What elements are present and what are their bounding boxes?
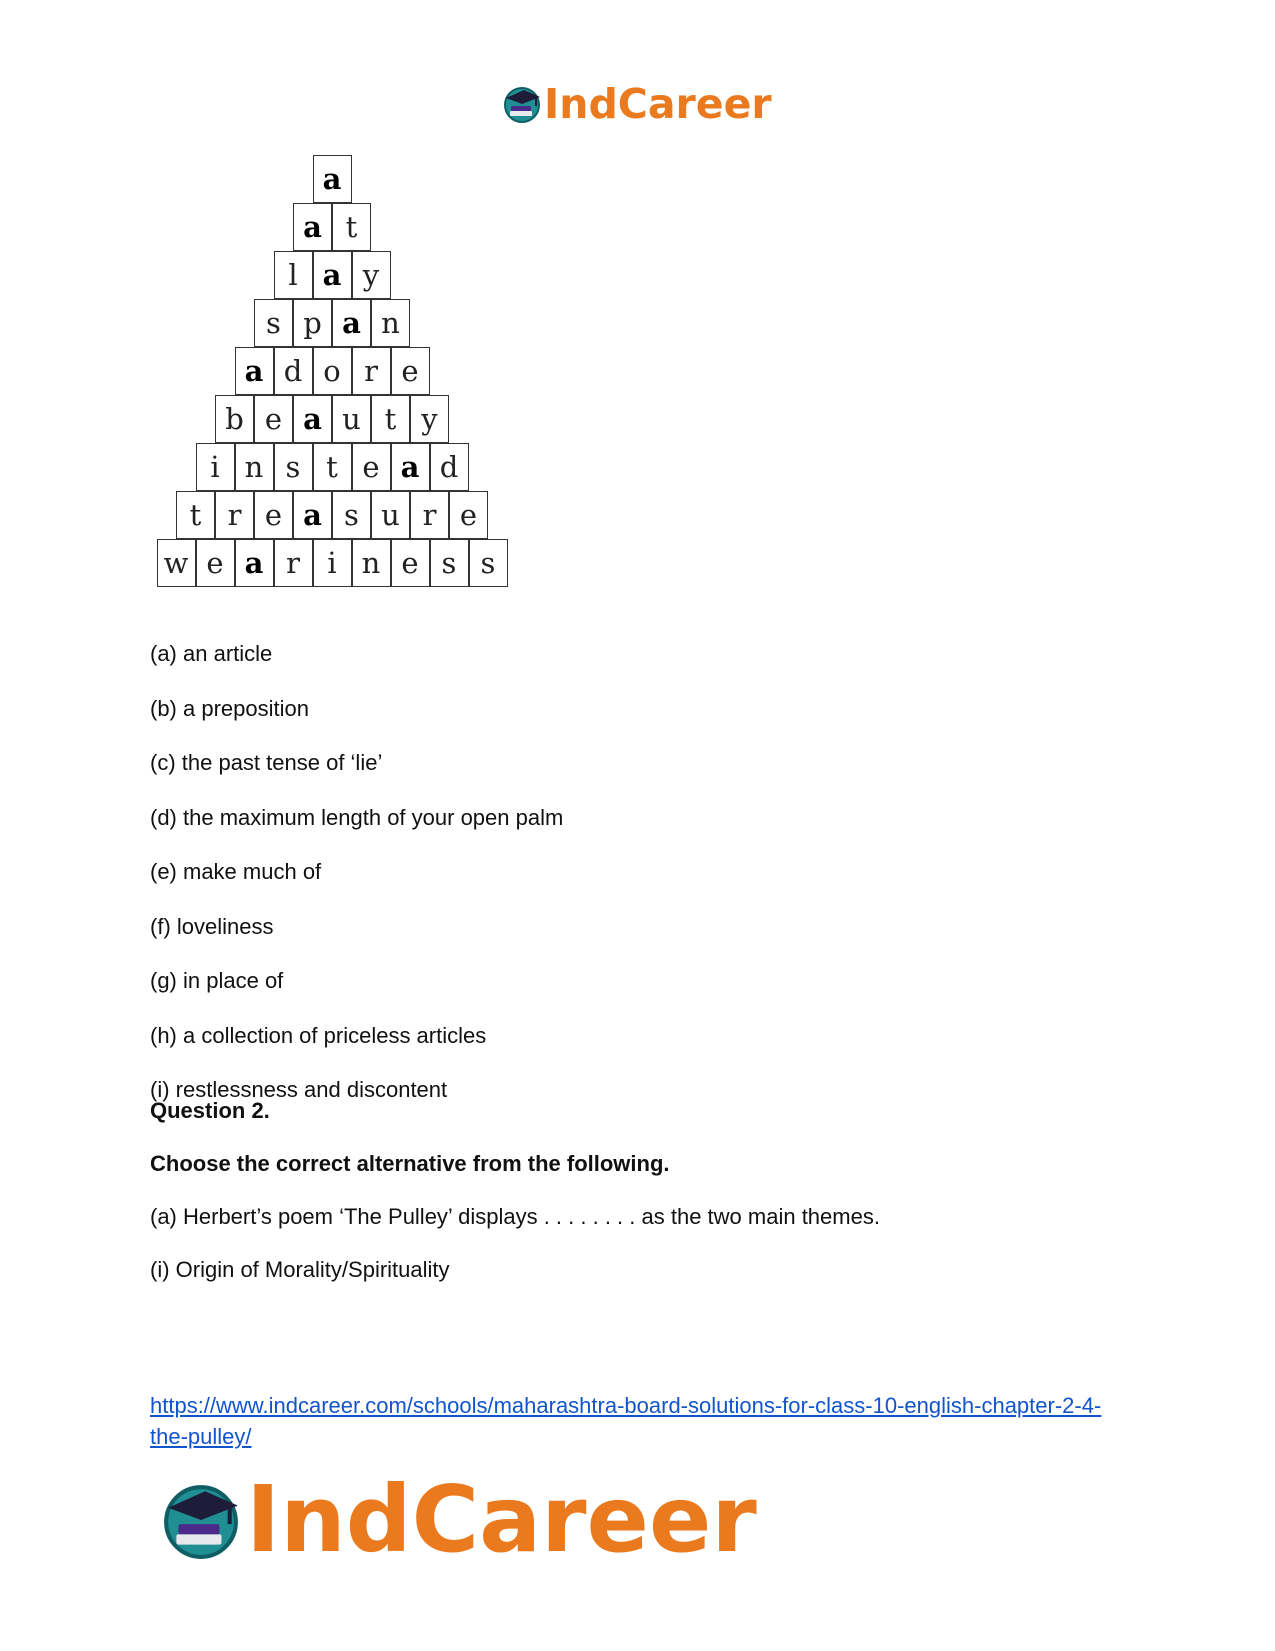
puzzle-cell: s: [254, 299, 293, 347]
puzzle-cell: u: [332, 395, 371, 443]
puzzle-cell: n: [235, 443, 274, 491]
clue-item: (f) loveliness: [150, 914, 274, 939]
brand-name: IndCareer: [246, 1466, 757, 1573]
puzzle-cell: r: [215, 491, 254, 539]
brand-name: IndCareer: [544, 80, 772, 128]
puzzle-cell: s: [469, 539, 508, 587]
puzzle-cell: n: [352, 539, 391, 587]
puzzle-cell: t: [313, 443, 352, 491]
puzzle-cell: s: [430, 539, 469, 587]
puzzle-cell: e: [352, 443, 391, 491]
puzzle-cell: y: [352, 251, 391, 299]
graduation-cap-globe-icon: [502, 84, 542, 124]
puzzle-cell: e: [254, 395, 293, 443]
puzzle-cell: e: [254, 491, 293, 539]
puzzle-cell: p: [293, 299, 332, 347]
puzzle-cell: e: [391, 347, 430, 395]
clue-item: (d) the maximum length of your open palm: [150, 805, 564, 830]
clue-item: (g) in place of: [150, 968, 284, 993]
clue-item: (e) make much of: [150, 859, 322, 884]
puzzle-cell: t: [176, 491, 215, 539]
puzzle-cell: w: [157, 539, 196, 587]
question-item: (a) Herbert’s poem ‘The Pulley’ displays . . . . . . . . as the two main themes.: [150, 1204, 880, 1229]
question-option: (i) Origin of Morality/Spirituality: [150, 1257, 450, 1282]
puzzle-cell: s: [332, 491, 371, 539]
puzzle-cell: y: [410, 395, 449, 443]
puzzle-cell: r: [352, 347, 391, 395]
puzzle-cell: d: [274, 347, 313, 395]
puzzle-cell: u: [371, 491, 410, 539]
puzzle-cell: a: [235, 539, 274, 587]
brand-logo-top: [502, 80, 772, 128]
puzzle-cell: n: [371, 299, 410, 347]
puzzle-cell: e: [449, 491, 488, 539]
puzzle-cell: a: [313, 251, 352, 299]
question-instruction: Choose the correct alternative from the following.: [150, 1151, 670, 1176]
clue-item: (i) restlessness and discontent: [150, 1077, 448, 1102]
puzzle-cell: b: [215, 395, 254, 443]
clue-item: (b) a preposition: [150, 696, 309, 721]
puzzle-cell: e: [391, 539, 430, 587]
puzzle-cell: e: [196, 539, 235, 587]
puzzle-cell: a: [293, 491, 332, 539]
puzzle-cell: a: [391, 443, 430, 491]
puzzle-cell: t: [371, 395, 410, 443]
puzzle-cell: i: [196, 443, 235, 491]
clue-item: (c) the past tense of ‘lie’: [150, 750, 383, 775]
puzzle-cell: o: [313, 347, 352, 395]
puzzle-cell: a: [313, 155, 352, 203]
clue-item: (h) a collection of priceless articles: [150, 1023, 487, 1048]
puzzle-cell: i: [313, 539, 352, 587]
puzzle-cell: a: [332, 299, 371, 347]
source-link[interactable]: https://www.indcareer.com/schools/maharashtra-board-solutions-for-class-10-english-chapter-2-4-the-pulley/: [150, 1393, 1102, 1449]
puzzle-cell: r: [410, 491, 449, 539]
puzzle-cell: t: [332, 203, 371, 251]
puzzle-cell: r: [274, 539, 313, 587]
puzzle-cell: s: [274, 443, 313, 491]
puzzle-cell: l: [274, 251, 313, 299]
puzzle-cell: a: [293, 395, 332, 443]
puzzle-cell: a: [235, 347, 274, 395]
graduation-cap-globe-icon: [160, 1479, 242, 1561]
clue-item: (a) an article: [150, 641, 273, 666]
brand-logo-bottom: [160, 1466, 757, 1573]
puzzle-cell: d: [430, 443, 469, 491]
puzzle-cell: a: [293, 203, 332, 251]
question-heading: Question 2.: [150, 1098, 270, 1123]
